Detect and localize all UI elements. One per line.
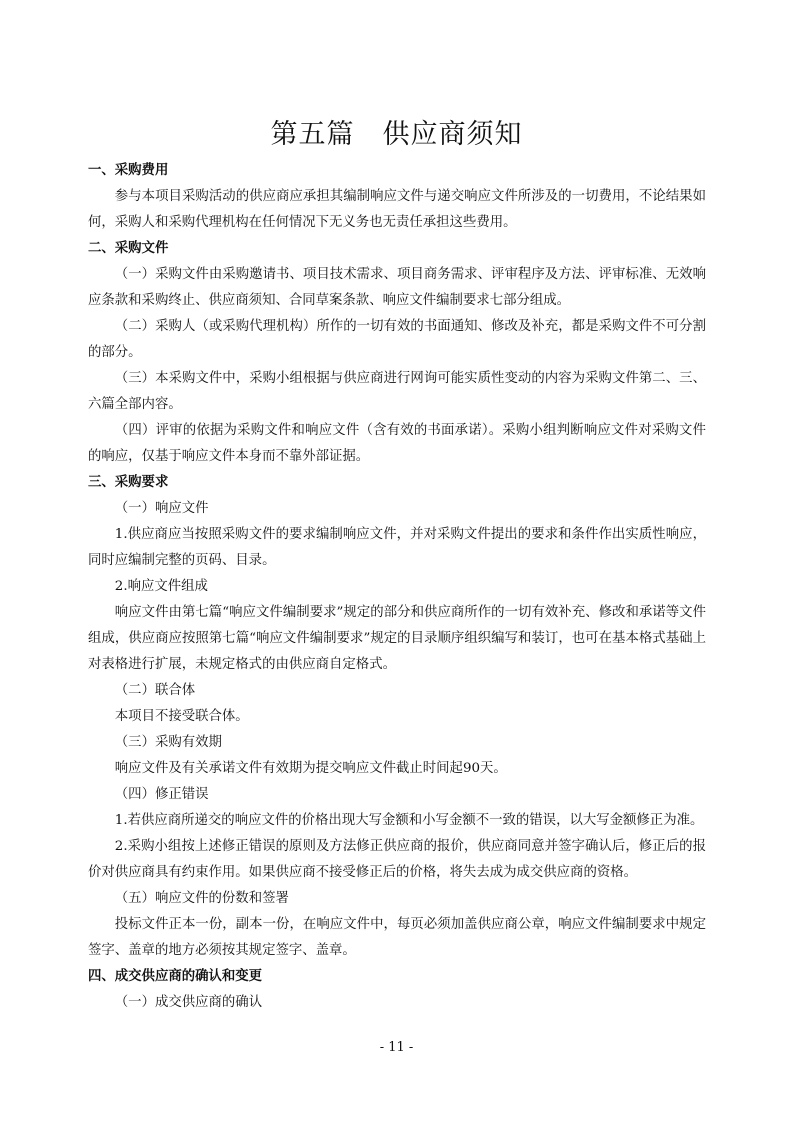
paragraph: （一）成交供应商的确认 bbox=[114, 995, 263, 1010]
document-body bbox=[88, 158, 706, 1016]
paragraph: （一）响应文件 bbox=[114, 501, 209, 516]
page-title: 第五篇 供应商须知 bbox=[270, 119, 523, 150]
paragraph: （四）修正错误 bbox=[114, 787, 209, 802]
page-number: - 11 - bbox=[379, 1040, 414, 1055]
paragraph: 2.采购小组按上述修正错误的原则及方法修正供应商的报价，供应商同意并签字确认后，修正后的报价对供应商具有约束作用。如果供应商不接受修正后的价格，将失去成为成交供应商的资格。 bbox=[88, 839, 706, 880]
paragraph: 投标文件正本一份，副本一份，在响应文件中，每页必须加盖供应商公章，响应文件编制要求中规定签字、盖章的地方必须按其规定签字、盖章。 bbox=[88, 917, 706, 958]
section-heading: 四、成交供应商的确认和变更 bbox=[88, 969, 263, 984]
paragraph: （二）采购人（或采购代理机构）所作的一切有效的书面通知、修改及补充，都是采购文件不可分割的部分。 bbox=[88, 319, 706, 360]
paragraph: （三）本采购文件中，采购小组根据与供应商进行网询可能实质性变动的内容为采购文件第二、三、六篇全部内容。 bbox=[88, 371, 706, 412]
paragraph: （五）响应文件的份数和签署 bbox=[114, 891, 289, 906]
section-heading: 一、采购费用 bbox=[88, 163, 169, 178]
paragraph: （四）评审的依据为采购文件和响应文件（含有效的书面承诺）。采购小组判断响应文件对采购文件的响应，仅基于响应文件本身而不靠外部证据。 bbox=[88, 423, 706, 464]
paragraph: 本项目不接受联合体。 bbox=[114, 709, 249, 724]
paragraph: 1.若供应商所递交的响应文件的价格出现大写金额和小写金额不一致的错误，以大写金额修正为准。 bbox=[114, 813, 704, 828]
paragraph: 1.供应商应当按照采购文件的要求编制响应文件，并对采购文件提出的要求和条件作出实质性响应，同时应编制完整的页码、目录。 bbox=[88, 527, 706, 568]
section-heading: 三、采购要求 bbox=[88, 475, 169, 490]
paragraph: 2.响应文件组成 bbox=[114, 579, 208, 594]
paragraph: （三）采购有效期 bbox=[114, 735, 222, 750]
paragraph: 参与本项目采购活动的供应商应承担其编制响应文件与递交响应文件所涉及的一切费用，不论结果如何，采购人和采购代理机构在任何情况下无义务也无责任承担这些费用。 bbox=[88, 189, 706, 230]
paragraph: 响应文件由第七篇“响应文件编制要求”规定的部分和供应商所作的一切有效补充、修改和承诺等文件组成，供应商应按照第七篇“响应文件编制要求”规定的目录顺序组织编写和装订，也可在基本格式基础上对表格进行扩展，未规定格式的由供应商自定格式。 bbox=[88, 605, 706, 672]
paragraph: （一）采购文件由采购邀请书、项目技术需求、项目商务需求、评审程序及方法、评审标准、无效响应条款和采购终止、供应商须知、合同草案条款、响应文件编制要求七部分组成。 bbox=[88, 267, 706, 308]
section-heading: 二、采购文件 bbox=[88, 241, 169, 256]
paragraph: 响应文件及有关承诺文件有效期为提交响应文件截止时间起90天。 bbox=[114, 761, 507, 776]
paragraph: （二）联合体 bbox=[114, 683, 196, 698]
